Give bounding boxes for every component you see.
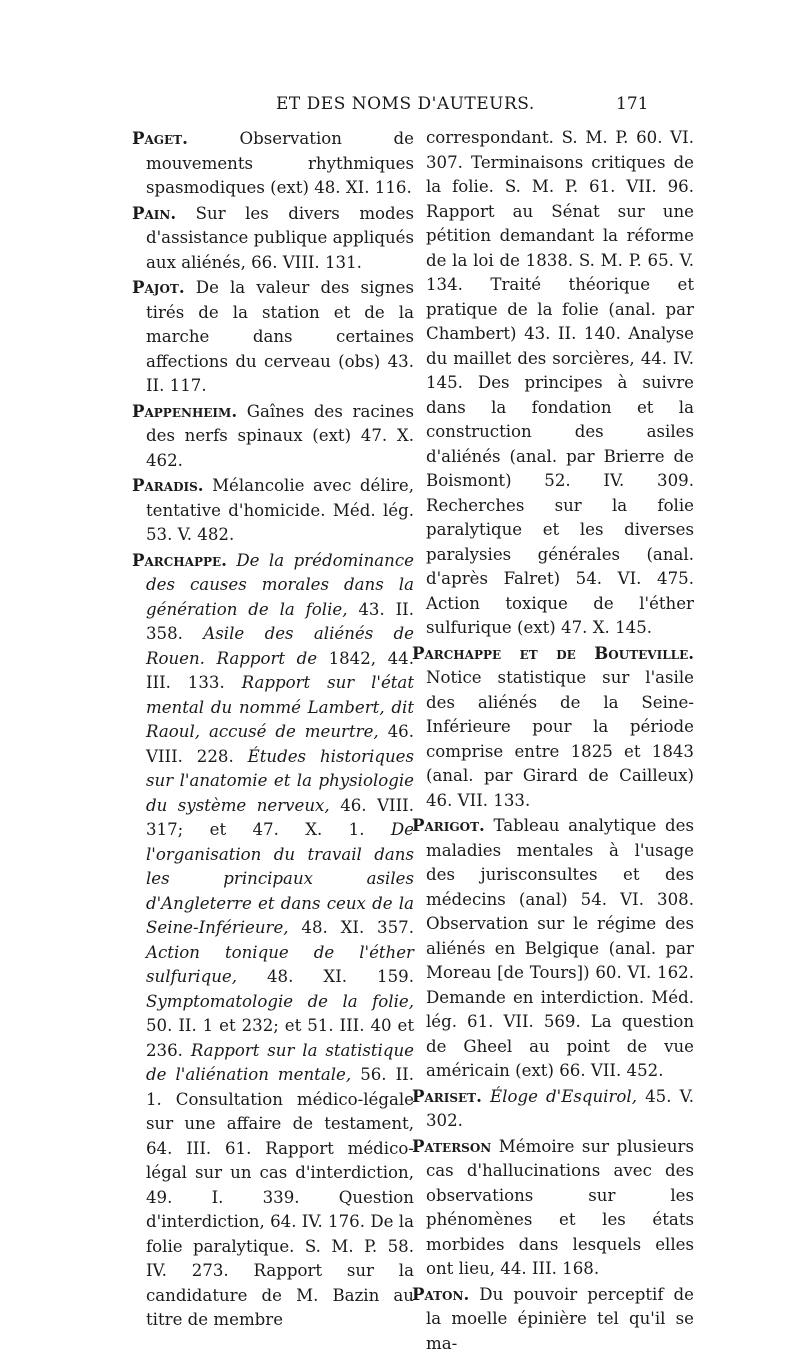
entry-text: Du pouvoir perceptif de la moelle épinière tel qu'il se ma- [426, 1285, 694, 1353]
entry-text: 48. XI. 357. [289, 918, 414, 937]
running-title: ET DES NOMS D'AUTEURS. [276, 94, 535, 114]
index-entry [412, 1084, 694, 1134]
index-entry [132, 201, 414, 276]
index-entry [132, 126, 414, 201]
entry-text: Gaînes des racines des nerfs spinaux (ext) 47. X. 462. [146, 402, 414, 470]
work-title: Symptomatologie de la folie, [146, 992, 414, 1011]
entry-text: 50. II. 1 et 232; et 51. III. 40 et 236. [146, 1016, 414, 1060]
left-column [132, 126, 414, 1333]
entry-text: Tableau analytique des maladies mentales à l'usage des jurisconsultes et des médecins (anal) 54. VI. 308. Observation sur le régime des aliénés en Belgique (anal. par Moreau [de Tours]) 60. VI. 162. Demande en interdiction. Méd. lég. 61. VII. 569. La question de Gheel au point de vue américain (ext) 66. VII. 452. [426, 816, 694, 1080]
index-entry [132, 473, 414, 548]
author-name: Paget. [132, 128, 188, 148]
entry-text: Sur les divers modes d'assistance publique appliqués aux aliénés, 66. VIII. 131. [146, 204, 414, 272]
entry-text: 1842, 44. III. 133. [146, 649, 414, 693]
page-number: 171 [616, 94, 648, 114]
work-title: Asile des aliénés de Rouen. Rapport de [146, 624, 414, 668]
entry-text: Observation de mouvements rhythmiques spasmodiques (ext) 48. XI. 116. [146, 129, 414, 197]
entry-text: 43. II. 358. [146, 600, 414, 644]
author-name: Parchappe. [132, 550, 227, 570]
index-entry [132, 548, 414, 1333]
author-name: Paton. [412, 1284, 469, 1304]
entry-text: 46. VIII. 228. [146, 722, 414, 766]
entry-text: 48. XI. 159. [237, 967, 414, 986]
index-entry-continuation: correspondant. S. M. P. 60. VI. 307. Terminaisons critiques de la folie. S. M. P. 61. VII. 96. Rapport au Sénat sur une pétition demandant la réforme de la loi de 1838. S. M. P. 65. V. 134. Traité théorique et pratique de la folie (anal. par Chambert) 43. II. 140. Analyse du maillet des sorcières, 44. IV. 145. Des principes à suivre dans la fondation et la construction des asiles d'aliénés (anal. par Brierre de Boismont) 52. IV. 309. Recherches sur la folie paralytique et les diverses paralysies générales (anal. d'après Falret) 54. VI. 475. Action toxique de l'éther sulfurique (ext) 47. X. 145. [412, 126, 694, 641]
author-name: Pajot. [132, 277, 185, 297]
work-title: Rapport sur la statistique de l'aliénation mentale, [146, 1041, 414, 1085]
entry-text: 46. VIII. 317; et 47. X. 1. [146, 796, 414, 840]
author-name: Pappenheim. [132, 401, 237, 421]
work-title: Action tonique de l'éther sulfurique, [146, 943, 414, 987]
work-title: Éloge d'Esquirol, [490, 1087, 637, 1106]
index-entry [412, 1134, 694, 1282]
work-title: De la prédominance des causes morales dans la génération de la folie, [146, 551, 414, 619]
index-entry [132, 275, 414, 399]
author-name: Paradis. [132, 475, 204, 495]
entry-text: Mémoire sur plusieurs cas d'hallucinations avec des observations sur les phénomènes et les états morbides dans lesquels elles ont lieu, 44. III. 168. [426, 1137, 694, 1279]
right-column [412, 126, 694, 1356]
entry-text: 56. II. 1. Consultation médico-légale sur une affaire de testament, 64. III. 61. Rapport médico-légal sur un cas d'interdiction, 49. I. 339. Question d'interdiction, 64. IV. 176. De la folie paralytique. S. M. P. 58. IV. 273. Rapport sur la candidature de M. Bazin au titre de membre [146, 1065, 414, 1329]
entry-text: Notice statistique sur l'asile des aliénés de la Seine-Inférieure pour la période comprise entre 1825 et 1843 (anal. par Girard de Cailleux) 46. VII. 133. [426, 668, 694, 810]
page-header [0, 94, 800, 124]
entry-text: Mélancolie avec délire, tentative d'homicide. Méd. lég. 53. V. 482. [146, 476, 414, 544]
index-entry [412, 1282, 694, 1356]
author-name: Pariset. [412, 1086, 482, 1106]
author-name: Parigot. [412, 815, 485, 835]
index-entry [412, 813, 694, 1084]
author-name: Parchappe et de Bouteville. [412, 643, 694, 663]
author-name: Pain. [132, 203, 176, 223]
work-title: Études historiques sur l'anatomie et la physiologie du système nerveux, [146, 747, 414, 815]
author-name: Paterson [412, 1136, 491, 1156]
entry-text: 45. V. 302. [426, 1087, 694, 1131]
entry-text: De la valeur des signes tirés de la station et de la marche dans certaines affections du cerveau (obs) 43. II. 117. [146, 278, 414, 395]
index-entry [132, 399, 414, 474]
work-title: Rapport sur l'état mental du nommé Lambert, dit Raoul, accusé de meurtre, [146, 673, 414, 741]
work-title: De l'organisation du travail dans les principaux asiles d'Angleterre et dans ceux de la Seine-Inférieure, [146, 820, 414, 937]
index-entry [412, 641, 694, 814]
